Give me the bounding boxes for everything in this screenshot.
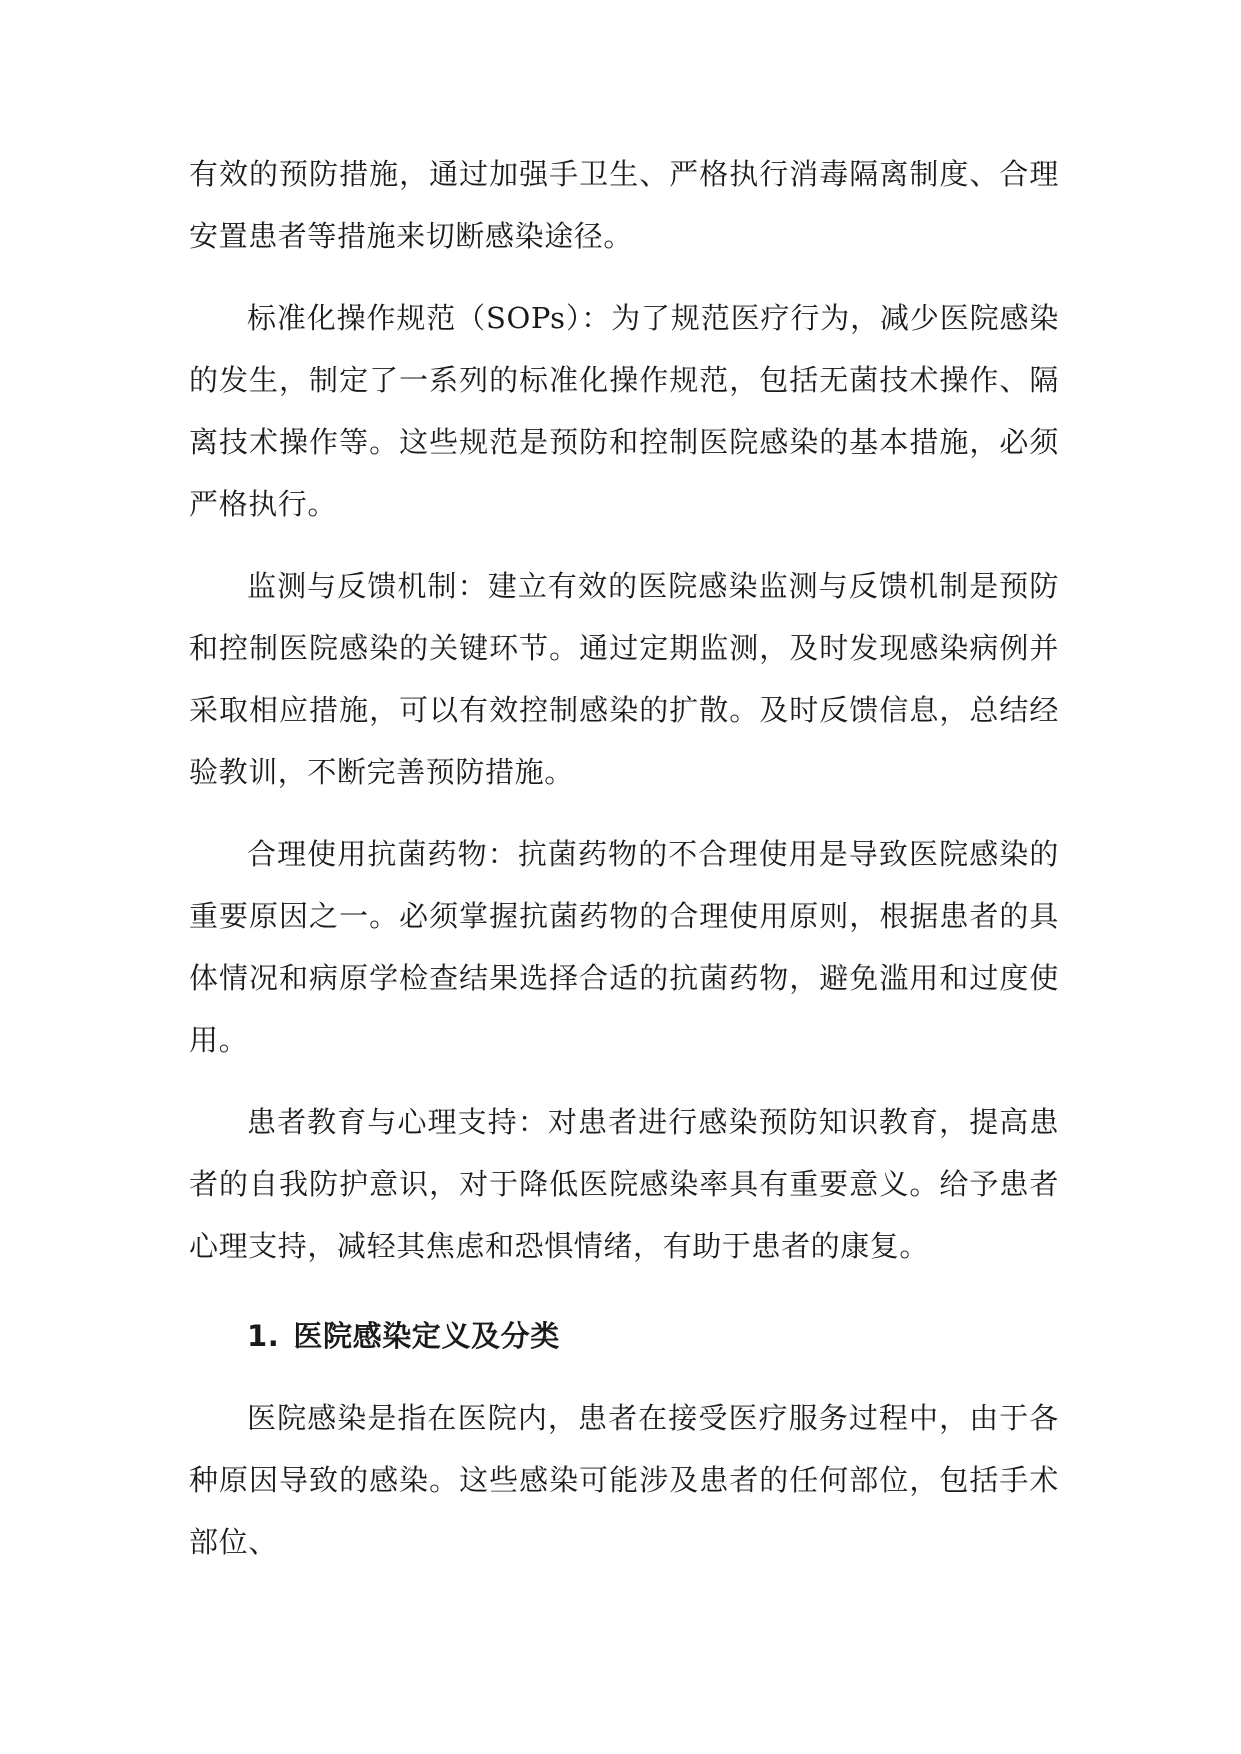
paragraph-antibiotics: 合理使用抗菌药物：抗菌药物的不合理使用是导致医院感染的重要原因之一。必须掌握抗菌药物的合理使用原则，根据患者的具体情况和病原学检查结果选择合适的抗菌药物，避免滥用和过度使用。 [189,837,1059,1057]
paragraph-definition: 医院感染是指在医院内，患者在接受医疗服务过程中，由于各种原因导致的感染。这些感染可能涉及患者的任何部位，包括手术部位、 [189,1401,1059,1559]
paragraph-sops: 标准化操作规范（SOPs）：为了规范医疗行为，减少医院感染的发生，制定了一系列的标准化操作规范，包括无菌技术操作、隔离技术操作等。这些规范是预防和控制医院感染的基本措施，必须严格执行。 [189,301,1059,521]
paragraph-continuation: 有效的预防措施，通过加强手卫生、严格执行消毒隔离制度、合理安置患者等措施来切断感染途径。 [189,157,1059,253]
section-heading [189,1305,1059,1367]
paragraph-patient-education: 患者教育与心理支持：对患者进行感染预防知识教育，提高患者的自我防护意识，对于降低医院感染率具有重要意义。给予患者心理支持，减轻其焦虑和恐惧情绪，有助于患者的康复。 [189,1105,1059,1263]
section-number: 1. [247,1319,280,1353]
paragraph-monitoring: 监测与反馈机制：建立有效的医院感染监测与反馈机制是预防和控制医院感染的关键环节。通过定期监测，及时发现感染病例并采取相应措施，可以有效控制感染的扩散。及时反馈信息，总结经验教训，不断完善预防措施。 [189,569,1059,789]
section-title: 医院感染定义及分类 [293,1319,560,1353]
document-body [189,143,1059,1593]
